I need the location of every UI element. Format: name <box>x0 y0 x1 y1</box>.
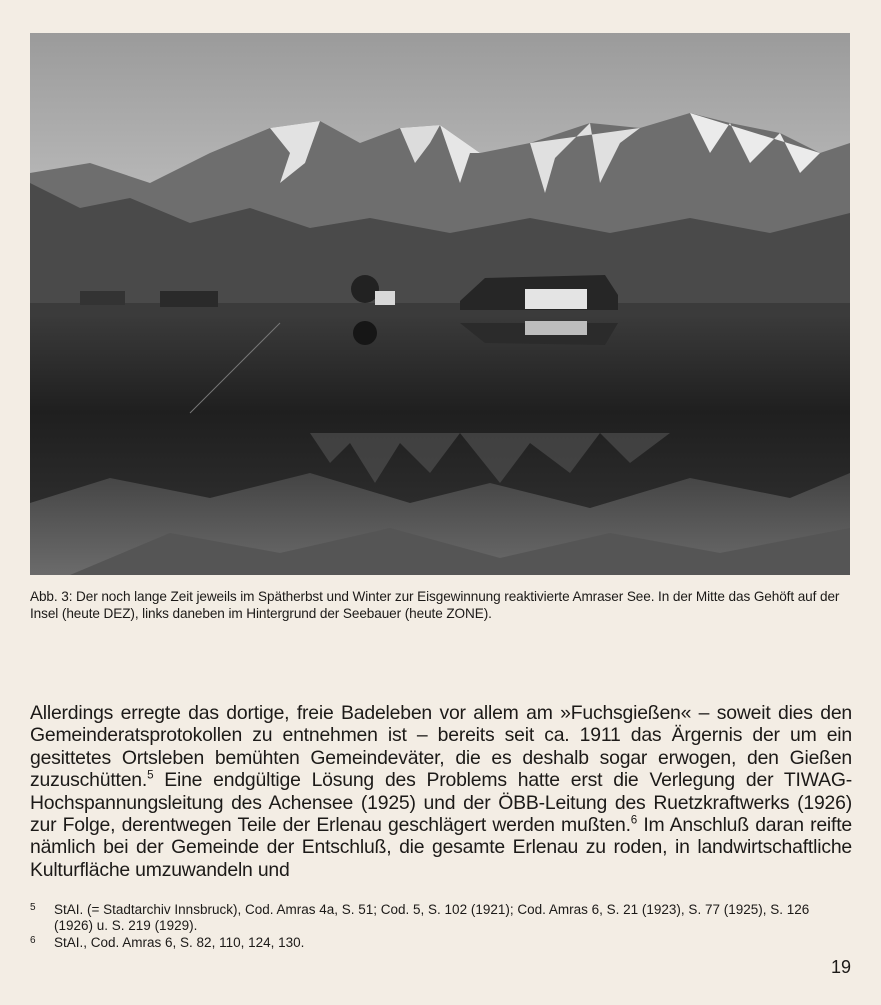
lake-photo <box>30 33 850 575</box>
body-text <box>30 702 852 881</box>
footnote-ref-6[interactable]: 6 <box>630 813 638 827</box>
footnote-number: 6 <box>30 935 36 946</box>
footnote-text: StAI., Cod. Amras 6, S. 82, 110, 124, 130. <box>54 935 305 950</box>
page-number: 19 <box>830 957 851 977</box>
body-text-part-2: Eine endgültige Lösung des Problems hatte erst die Verlegung der TIWAG-Hochspannungsleitung des Achensee (1925) und der ÖBB-Leitung des Ruetzkraftwerks (1926) zur Folge, derentwegen Teile der Erlenau geschlägert werden mußten. <box>30 769 852 837</box>
footnotes <box>30 902 852 952</box>
body-text-part-1: Allerdings erregte das dortige, freie Badeleben vor allem am »Fuchsgießen« – soweit dies den Gemeinderatsprotokollen zu entnehmen ist – bereits seit ca. 1911 das Ärgernis der um ein gesittetes Ortsleben bemühten Gemeindeväter, die es deshalb sogar erwogen, den Gießen zuzuschütten. <box>30 702 852 792</box>
footnote-ref-5[interactable]: 5 <box>147 768 154 782</box>
footnote <box>30 935 852 951</box>
body-text-part-3: Im Anschluß daran reifte nämlich bei der Gemeinde der Entschluß, die gesamte Erlenau zu roden, in landwirtschaftliche Kulturfläche umzuwandeln und <box>30 814 852 881</box>
landscape-photo-icon <box>30 33 850 575</box>
footnote-number: 5 <box>30 902 36 913</box>
footnote-text: StAI. (= Stadtarchiv Innsbruck), Cod. Amras 4a, S. 51; Cod. 5, S. 102 (1921); Cod. Amras 6, S. 21 (1923), S. 77 (1925), S. 126 (1926) u. S. 219 (1929). <box>54 902 810 933</box>
figure-caption: Abb. 3: Der noch lange Zeit jeweils im Spätherbst und Winter zur Eisgewinnung reaktivierte Amraser See. In der Mitte das Gehöft auf der Insel (heute DEZ), links daneben im Hintergrund der Seebauer (heute ZONE). <box>30 589 840 621</box>
footnote <box>30 902 852 934</box>
